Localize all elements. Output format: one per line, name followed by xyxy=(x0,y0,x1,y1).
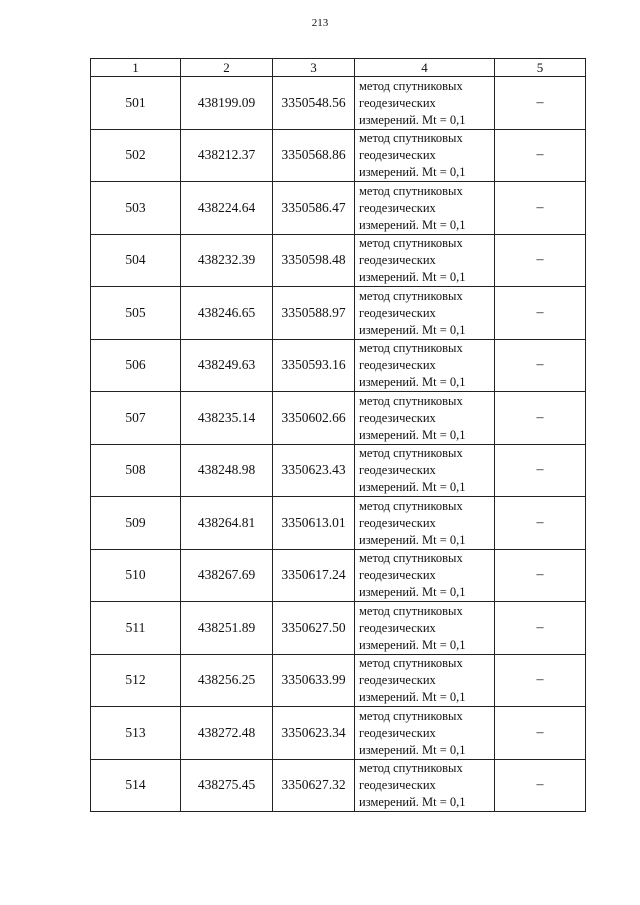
note-dash: – xyxy=(495,182,586,235)
point-number: 505 xyxy=(91,287,181,340)
table-body xyxy=(91,77,586,812)
table-row xyxy=(91,182,586,235)
point-number: 501 xyxy=(91,77,181,130)
method-line: измерений. Mt = 0,1 xyxy=(359,217,466,232)
point-number: 513 xyxy=(91,707,181,760)
point-number: 503 xyxy=(91,182,181,235)
method-description xyxy=(355,759,495,812)
method-line: измерений. Mt = 0,1 xyxy=(359,532,466,547)
coordinate-y: 3350623.34 xyxy=(273,707,355,760)
note-dash: – xyxy=(495,654,586,707)
method-description xyxy=(355,602,495,655)
method-line: измерений. Mt = 0,1 xyxy=(359,795,466,809)
method-description xyxy=(355,339,495,392)
coordinate-x: 438251.89 xyxy=(181,602,273,655)
method-line: геодезических xyxy=(359,673,436,687)
method-line: метод спутниковых xyxy=(359,446,463,460)
method-line: геодезических xyxy=(359,200,436,215)
method-line: метод спутниковых xyxy=(359,183,463,198)
table-row xyxy=(91,129,586,182)
point-number: 509 xyxy=(91,497,181,550)
method-line: геодезических xyxy=(359,778,436,792)
note-dash: – xyxy=(495,129,586,182)
method-line: метод спутниковых xyxy=(359,551,463,565)
coordinate-y: 3350602.66 xyxy=(273,392,355,445)
header-col-1: 1 xyxy=(91,59,181,77)
method-line: измерений. Mt = 0,1 xyxy=(359,637,466,652)
header-col-2: 2 xyxy=(181,59,273,77)
coordinate-x: 438248.98 xyxy=(181,444,273,497)
method-description xyxy=(355,287,495,340)
method-line: измерений. Mt = 0,1 xyxy=(359,270,466,284)
note-dash: – xyxy=(495,707,586,760)
point-number: 506 xyxy=(91,339,181,392)
method-line: измерений. Mt = 0,1 xyxy=(359,690,466,704)
table-row xyxy=(91,654,586,707)
coordinate-x: 438272.48 xyxy=(181,707,273,760)
page-number: 213 xyxy=(311,17,329,29)
method-line: метод спутниковых xyxy=(359,761,463,775)
note-dash: – xyxy=(495,339,586,392)
method-line: измерений. Mt = 0,1 xyxy=(359,742,466,757)
table-header-row xyxy=(91,59,586,77)
coordinate-y: 3350588.97 xyxy=(273,287,355,340)
table-row xyxy=(91,234,586,287)
coordinate-y: 3350623.43 xyxy=(273,444,355,497)
method-line: метод спутниковых xyxy=(359,131,463,145)
note-dash: – xyxy=(495,444,586,497)
method-description xyxy=(355,549,495,602)
coordinate-y: 3350633.99 xyxy=(273,654,355,707)
point-number: 510 xyxy=(91,549,181,602)
note-dash: – xyxy=(495,234,586,287)
table-row xyxy=(91,707,586,760)
coordinate-y: 3350598.48 xyxy=(273,234,355,287)
method-description xyxy=(355,182,495,235)
note-dash: – xyxy=(495,497,586,550)
coordinate-y: 3350586.47 xyxy=(273,182,355,235)
table-row xyxy=(91,392,586,445)
coordinate-x: 438212.37 xyxy=(181,129,273,182)
coordinate-x: 438235.14 xyxy=(181,392,273,445)
method-line: геодезических xyxy=(359,620,436,635)
coordinate-x: 438267.69 xyxy=(181,549,273,602)
note-dash: – xyxy=(495,549,586,602)
coordinate-x: 438224.64 xyxy=(181,182,273,235)
table-row xyxy=(91,444,586,497)
coordinate-y: 3350627.32 xyxy=(273,759,355,812)
method-line: геодезических xyxy=(359,568,436,582)
coordinate-y: 3350548.56 xyxy=(273,77,355,130)
header-col-3: 3 xyxy=(273,59,355,77)
note-dash: – xyxy=(495,287,586,340)
method-line: измерений. Mt = 0,1 xyxy=(359,585,466,599)
note-dash: – xyxy=(495,392,586,445)
method-description xyxy=(355,234,495,287)
method-description xyxy=(355,129,495,182)
coordinate-x: 438275.45 xyxy=(181,759,273,812)
method-line: геодезических xyxy=(359,95,436,110)
method-line: метод спутниковых xyxy=(359,78,463,93)
method-line: геодезических xyxy=(359,358,436,372)
method-description xyxy=(355,654,495,707)
method-line: геодезических xyxy=(359,463,436,477)
table-row xyxy=(91,549,586,602)
point-number: 511 xyxy=(91,602,181,655)
coordinate-x: 438246.65 xyxy=(181,287,273,340)
coordinate-y: 3350627.50 xyxy=(273,602,355,655)
method-line: измерений. Mt = 0,1 xyxy=(359,112,466,127)
method-line: измерений. Mt = 0,1 xyxy=(359,322,466,337)
method-line: геодезических xyxy=(359,515,436,530)
note-dash: – xyxy=(495,602,586,655)
coordinate-x: 438264.81 xyxy=(181,497,273,550)
table-row xyxy=(91,287,586,340)
note-dash: – xyxy=(495,77,586,130)
coordinate-y: 3350593.16 xyxy=(273,339,355,392)
point-number: 502 xyxy=(91,129,181,182)
method-line: метод спутниковых xyxy=(359,393,463,408)
method-line: метод спутниковых xyxy=(359,236,463,250)
point-number: 508 xyxy=(91,444,181,497)
method-description xyxy=(355,707,495,760)
coordinate-y: 3350568.86 xyxy=(273,129,355,182)
header-col-5: 5 xyxy=(495,59,586,77)
method-line: геодезических xyxy=(359,305,436,320)
method-line: измерений. Mt = 0,1 xyxy=(359,375,466,389)
method-line: метод спутниковых xyxy=(359,288,463,303)
point-number: 507 xyxy=(91,392,181,445)
table-row xyxy=(91,602,586,655)
point-number: 514 xyxy=(91,759,181,812)
method-description xyxy=(355,444,495,497)
table-row xyxy=(91,339,586,392)
coordinate-x: 438256.25 xyxy=(181,654,273,707)
point-number: 512 xyxy=(91,654,181,707)
method-line: геодезических xyxy=(359,253,436,267)
method-line: метод спутниковых xyxy=(359,656,463,670)
coordinate-y: 3350613.01 xyxy=(273,497,355,550)
coordinate-x: 438232.39 xyxy=(181,234,273,287)
coordinate-x: 438199.09 xyxy=(181,77,273,130)
method-description xyxy=(355,392,495,445)
method-line: метод спутниковых xyxy=(359,498,463,513)
header-col-4: 4 xyxy=(355,59,495,77)
method-line: геодезических xyxy=(359,725,436,740)
coordinate-x: 438249.63 xyxy=(181,339,273,392)
method-line: геодезических xyxy=(359,148,436,162)
method-line: геодезических xyxy=(359,410,436,425)
method-line: измерений. Mt = 0,1 xyxy=(359,427,466,442)
table-row xyxy=(91,497,586,550)
note-dash: – xyxy=(495,759,586,812)
method-description xyxy=(355,497,495,550)
method-line: метод спутниковых xyxy=(359,341,463,355)
method-description xyxy=(355,77,495,130)
method-line: метод спутниковых xyxy=(359,708,463,723)
method-line: измерений. Mt = 0,1 xyxy=(359,480,466,494)
table-row xyxy=(91,759,586,812)
coordinates-table xyxy=(90,58,586,812)
table-row xyxy=(91,77,586,130)
method-line: метод спутниковых xyxy=(359,603,463,618)
coordinate-y: 3350617.24 xyxy=(273,549,355,602)
point-number: 504 xyxy=(91,234,181,287)
method-line: измерений. Mt = 0,1 xyxy=(359,165,466,179)
